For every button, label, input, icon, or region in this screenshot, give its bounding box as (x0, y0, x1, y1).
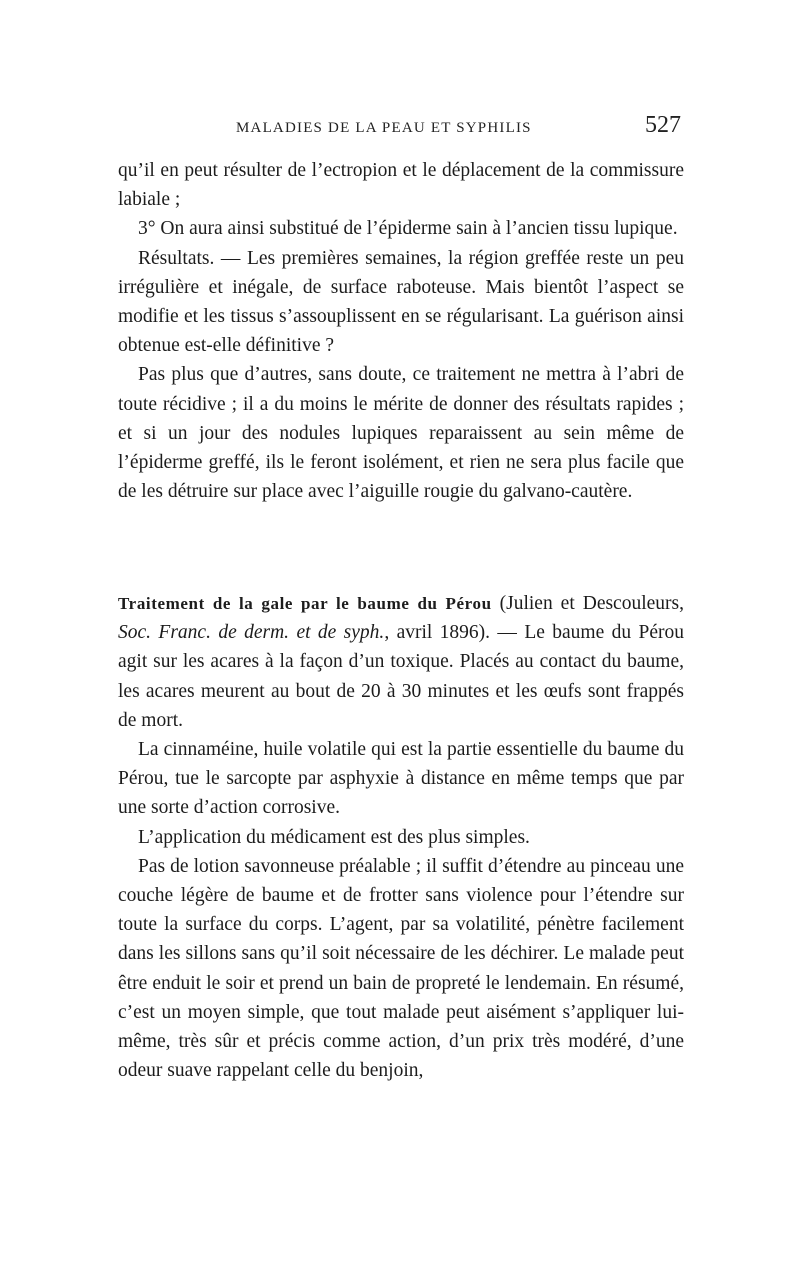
page-number: 527 (645, 112, 681, 138)
section-lead-paragraph (118, 589, 684, 735)
paragraph: qu’il en peut résulter de l’ectropion et le déplacement de la commissure labiale ; (118, 160, 684, 211)
section-heading: Traitement de la gale par le baume du Pérou (118, 594, 492, 613)
running-title: MALADIES DE LA PEAU ET SYPHILIS (236, 120, 532, 136)
paragraph: L’application du médicament est des plus simples. (138, 826, 530, 848)
running-header (118, 112, 683, 142)
citation-journal: Soc. Franc. de derm. et de syph. (118, 622, 385, 644)
paragraph-body: Le baume du Pérou agit sur les acares à la façon d’un toxique. Placés au contact du baume, les acares meurent au bout de 20 à 30 minutes et les œufs sont frappés de mort. (118, 622, 684, 731)
paragraph: Pas plus que d’autres, sans doute, ce traitement ne mettra à l’abri de toute récidive ; il a du moins le mérite de donner des résultats rapides ; et si un jour des nodules lupiques reparaissent au sein même de l’épiderme greffé, ils le feront isolément, et rien ne sera plus facile que de les détruire sur place avec l’aiguille rougie du galvano-cautère. (118, 364, 684, 503)
paragraph: La cinnaméine, huile volatile qui est la partie essentielle du baume du Pérou, tue le sarcopte par asphyxie à distance en même temps que par une sorte d’action corrosive. (118, 739, 684, 819)
paragraph: Résultats. — Les premières semaines, la région greffée reste un peu irrégulière et inégale, de surface raboteuse. Mais bientôt l’aspect se modifie et les tissus s’assouplissent en se régularisant. La guérison ainsi obtenue est-elle définitive ? (118, 247, 684, 357)
body-text-continuation (118, 156, 684, 506)
citation-authors: (Julien et Descouleurs, (491, 593, 684, 614)
citation-date: , avril 1896). — (384, 622, 517, 644)
paragraph: Pas de lotion savonneuse préalable ; il suffit d’étendre au pinceau une couche légère de baume et de frotter sans violence pour l’étendre sur toute la surface du corps. L’agent, par sa volatilité, pénètre facilement dans les sillons sans qu’il soit nécessaire de les déchirer. Le malade peut être enduit le soir et prend un bain de propreté le lendemain. En résumé, c’est un moyen simple, que tout malade peut aisément s’appliquer lui-même, très sûr et précis comme action, d’un prix très modéré, d’une odeur suave rappelant celle du benjoin, (118, 855, 684, 1082)
paragraph: 3° On aura ainsi substitué de l’épiderme sain à l’ancien tissu lupique. (138, 218, 678, 240)
section-gale-treatment (118, 589, 684, 1085)
